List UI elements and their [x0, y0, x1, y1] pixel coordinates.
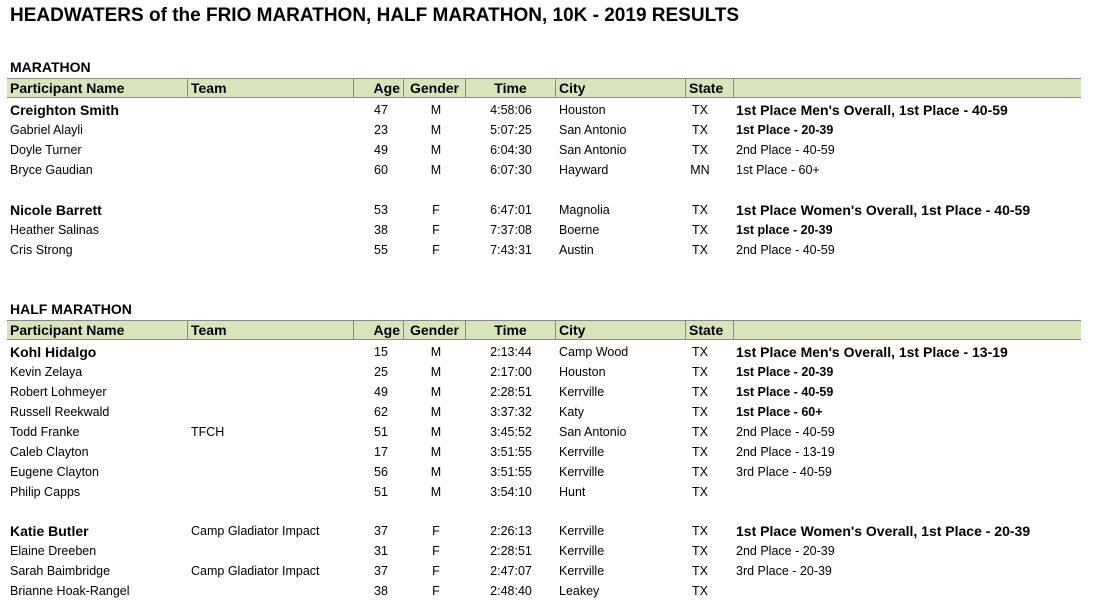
state-cell: TX	[692, 103, 708, 117]
header-award	[733, 321, 1081, 339]
state-cell: TX	[692, 385, 708, 399]
city-cell: Kerrville	[559, 385, 605, 399]
age-cell: 53	[374, 203, 388, 217]
city-cell: San Antonio	[559, 123, 627, 137]
header-age: Age	[353, 321, 403, 339]
participant-name-cell: Todd Franke	[10, 425, 80, 439]
city-cell: Kerrville	[559, 445, 605, 459]
page-title: HEADWATERS of the FRIO MARATHON, HALF MARATHON, 10K - 2019 RESULTS	[10, 5, 740, 26]
age-cell: 51	[374, 425, 388, 439]
gender-cell: F	[432, 203, 440, 217]
award-cell: 1st Place - 20-39	[736, 123, 834, 137]
time-cell: 2:28:51	[490, 385, 532, 399]
state-cell: TX	[692, 465, 708, 479]
participant-name-cell: Bryce Gaudian	[10, 163, 93, 177]
award-cell: 1st Place - 40-59	[736, 385, 834, 399]
award-cell: 1st Place - 60+	[736, 405, 823, 419]
city-cell: Hayward	[559, 163, 609, 177]
award-cell: 2nd Place - 40-59	[736, 143, 835, 157]
award-cell: 2nd Place - 13-19	[736, 445, 835, 459]
time-cell: 5:07:25	[490, 123, 532, 137]
time-cell: 3:37:32	[490, 405, 532, 419]
team-cell: Camp Gladiator Impact	[191, 564, 320, 578]
table-row	[0, 462, 1094, 482]
gender-cell: M	[430, 485, 442, 499]
header-state: State	[685, 79, 733, 97]
time-cell: 6:04:30	[490, 143, 532, 157]
table-row	[0, 120, 1094, 140]
table-row	[0, 402, 1094, 422]
age-cell: 15	[374, 345, 388, 359]
header-participant-name: Participant Name	[10, 80, 125, 96]
time-cell: 3:51:55	[490, 465, 532, 479]
table-row	[0, 482, 1094, 502]
table-row	[0, 442, 1094, 462]
team-cell: TFCH	[191, 425, 225, 439]
city-cell: Houston	[559, 365, 606, 379]
table-row	[0, 140, 1094, 160]
age-cell: 51	[374, 485, 388, 499]
time-cell: 7:37:08	[490, 223, 532, 237]
state-cell: TX	[692, 223, 708, 237]
time-cell: 2:28:51	[490, 544, 532, 558]
table-row	[0, 200, 1094, 220]
table-header-half-marathon	[7, 320, 1081, 340]
age-cell: 49	[374, 385, 388, 399]
award-cell: 1st Place - 20-39	[736, 365, 834, 379]
gender-cell: F	[432, 544, 440, 558]
table-row	[0, 220, 1094, 240]
award-cell: 1st Place Men's Overall, 1st Place - 40-59	[736, 102, 1008, 118]
participant-name-cell: Cris Strong	[10, 243, 73, 257]
header-city: City	[555, 79, 685, 97]
participant-name-cell: Philip Capps	[10, 485, 81, 499]
header-gender: Gender	[403, 79, 465, 97]
time-cell: 6:47:01	[490, 203, 532, 217]
age-cell: 55	[374, 243, 388, 257]
city-cell: San Antonio	[559, 143, 627, 157]
participant-name-cell: Robert Lohmeyer	[10, 385, 107, 399]
age-cell: 31	[374, 544, 388, 558]
gender-cell: M	[430, 123, 442, 137]
age-cell: 25	[374, 365, 388, 379]
participant-name-cell: Sarah Baimbridge	[10, 564, 111, 578]
participant-name-cell: Kohl Hidalgo	[10, 344, 97, 360]
gender-cell: F	[432, 524, 440, 538]
time-cell: 6:07:30	[490, 163, 532, 177]
city-cell: Kerrville	[559, 564, 605, 578]
table-header-marathon	[7, 78, 1081, 98]
state-cell: TX	[692, 445, 708, 459]
state-cell: TX	[692, 564, 708, 578]
age-cell: 38	[374, 584, 388, 598]
header-gender: Gender	[403, 321, 465, 339]
header-age: Age	[353, 79, 403, 97]
gender-cell: F	[432, 243, 440, 257]
participant-name-cell: Russell Reekwald	[10, 405, 110, 419]
gender-cell: M	[430, 425, 442, 439]
age-cell: 37	[374, 564, 388, 578]
city-cell: San Antonio	[559, 425, 627, 439]
city-cell: Kerrville	[559, 544, 605, 558]
time-cell: 2:13:44	[490, 345, 532, 359]
table-row	[0, 541, 1094, 561]
time-cell: 4:58:06	[490, 103, 532, 117]
participant-name-cell: Katie Butler	[10, 523, 89, 539]
participant-name-cell: Nicole Barrett	[10, 202, 102, 218]
age-cell: 37	[374, 524, 388, 538]
age-cell: 56	[374, 465, 388, 479]
participant-name-cell: Brianne Hoak-Rangel	[10, 584, 130, 598]
gender-cell: M	[430, 143, 442, 157]
header-team: Team	[187, 79, 355, 97]
gender-cell: M	[430, 103, 442, 117]
award-cell: 3rd Place - 20-39	[736, 564, 832, 578]
award-cell: 2nd Place - 20-39	[736, 544, 835, 558]
city-cell: Austin	[559, 243, 594, 257]
age-cell: 38	[374, 223, 388, 237]
state-cell: TX	[692, 425, 708, 439]
gender-cell: M	[430, 465, 442, 479]
award-cell: 3rd Place - 40-59	[736, 465, 832, 479]
time-cell: 3:45:52	[490, 425, 532, 439]
state-cell: TX	[692, 524, 708, 538]
award-cell: 2nd Place - 40-59	[736, 243, 835, 257]
city-cell: Hunt	[559, 485, 586, 499]
participant-name-cell: Creighton Smith	[10, 102, 119, 118]
age-cell: 62	[374, 405, 388, 419]
age-cell: 49	[374, 143, 388, 157]
header-state: State	[685, 321, 733, 339]
time-cell: 7:43:31	[490, 243, 532, 257]
table-row	[0, 342, 1094, 362]
gender-cell: M	[430, 445, 442, 459]
award-cell: 1st Place - 60+	[736, 163, 820, 177]
city-cell: Houston	[559, 103, 606, 117]
section-title-half-marathon: HALF MARATHON	[10, 301, 132, 317]
participant-name-cell: Doyle Turner	[10, 143, 82, 157]
time-cell: 2:48:40	[490, 584, 532, 598]
gender-cell: F	[432, 584, 440, 598]
participant-name-cell: Eugene Clayton	[10, 465, 99, 479]
gender-cell: F	[432, 223, 440, 237]
city-cell: Kerrville	[559, 524, 605, 538]
state-cell: MN	[690, 163, 710, 177]
state-cell: TX	[692, 143, 708, 157]
age-cell: 60	[374, 163, 388, 177]
gender-cell: M	[430, 365, 442, 379]
header-time: Time	[465, 79, 555, 97]
award-cell: 1st Place Women's Overall, 1st Place - 40-59	[736, 202, 1031, 218]
header-team: Team	[187, 321, 355, 339]
table-row	[0, 160, 1094, 180]
age-cell: 47	[374, 103, 388, 117]
state-cell: TX	[692, 365, 708, 379]
state-cell: TX	[692, 345, 708, 359]
age-cell: 17	[374, 445, 388, 459]
award-cell: 1st place - 20-39	[736, 223, 833, 237]
gender-cell: F	[432, 564, 440, 578]
city-cell: Camp Wood	[559, 345, 629, 359]
city-cell: Magnolia	[559, 203, 610, 217]
table-row	[0, 422, 1094, 442]
header-participant-name: Participant Name	[10, 322, 125, 338]
table-row	[0, 382, 1094, 402]
gender-cell: M	[430, 405, 442, 419]
city-cell: Boerne	[559, 223, 600, 237]
table-row	[0, 521, 1094, 541]
team-cell: Camp Gladiator Impact	[191, 524, 320, 538]
header-time: Time	[465, 321, 555, 339]
header-city: City	[555, 321, 685, 339]
table-row	[0, 581, 1094, 601]
gender-cell: M	[430, 345, 442, 359]
participant-name-cell: Caleb Clayton	[10, 445, 89, 459]
state-cell: TX	[692, 584, 708, 598]
table-row	[0, 561, 1094, 581]
age-cell: 23	[374, 123, 388, 137]
state-cell: TX	[692, 123, 708, 137]
table-row	[0, 240, 1094, 260]
state-cell: TX	[692, 544, 708, 558]
city-cell: Kerrville	[559, 465, 605, 479]
state-cell: TX	[692, 485, 708, 499]
header-award	[733, 79, 1081, 97]
participant-name-cell: Kevin Zelaya	[10, 365, 83, 379]
gender-cell: M	[430, 385, 442, 399]
city-cell: Leakey	[559, 584, 600, 598]
participant-name-cell: Gabriel Alayli	[10, 123, 83, 137]
time-cell: 3:54:10	[490, 485, 532, 499]
state-cell: TX	[692, 203, 708, 217]
time-cell: 2:17:00	[490, 365, 532, 379]
participant-name-cell: Elaine Dreeben	[10, 544, 97, 558]
time-cell: 2:26:13	[490, 524, 532, 538]
section-title-marathon: MARATHON	[10, 59, 91, 75]
time-cell: 2:47:07	[490, 564, 532, 578]
time-cell: 3:51:55	[490, 445, 532, 459]
table-row	[0, 100, 1094, 120]
award-cell: 2nd Place - 40-59	[736, 425, 835, 439]
participant-name-cell: Heather Salinas	[10, 223, 99, 237]
award-cell: 1st Place Women's Overall, 1st Place - 20-39	[736, 523, 1031, 539]
state-cell: TX	[692, 243, 708, 257]
state-cell: TX	[692, 405, 708, 419]
gender-cell: M	[430, 163, 442, 177]
table-row	[0, 362, 1094, 382]
award-cell: 1st Place Men's Overall, 1st Place - 13-19	[736, 344, 1008, 360]
city-cell: Katy	[559, 405, 585, 419]
